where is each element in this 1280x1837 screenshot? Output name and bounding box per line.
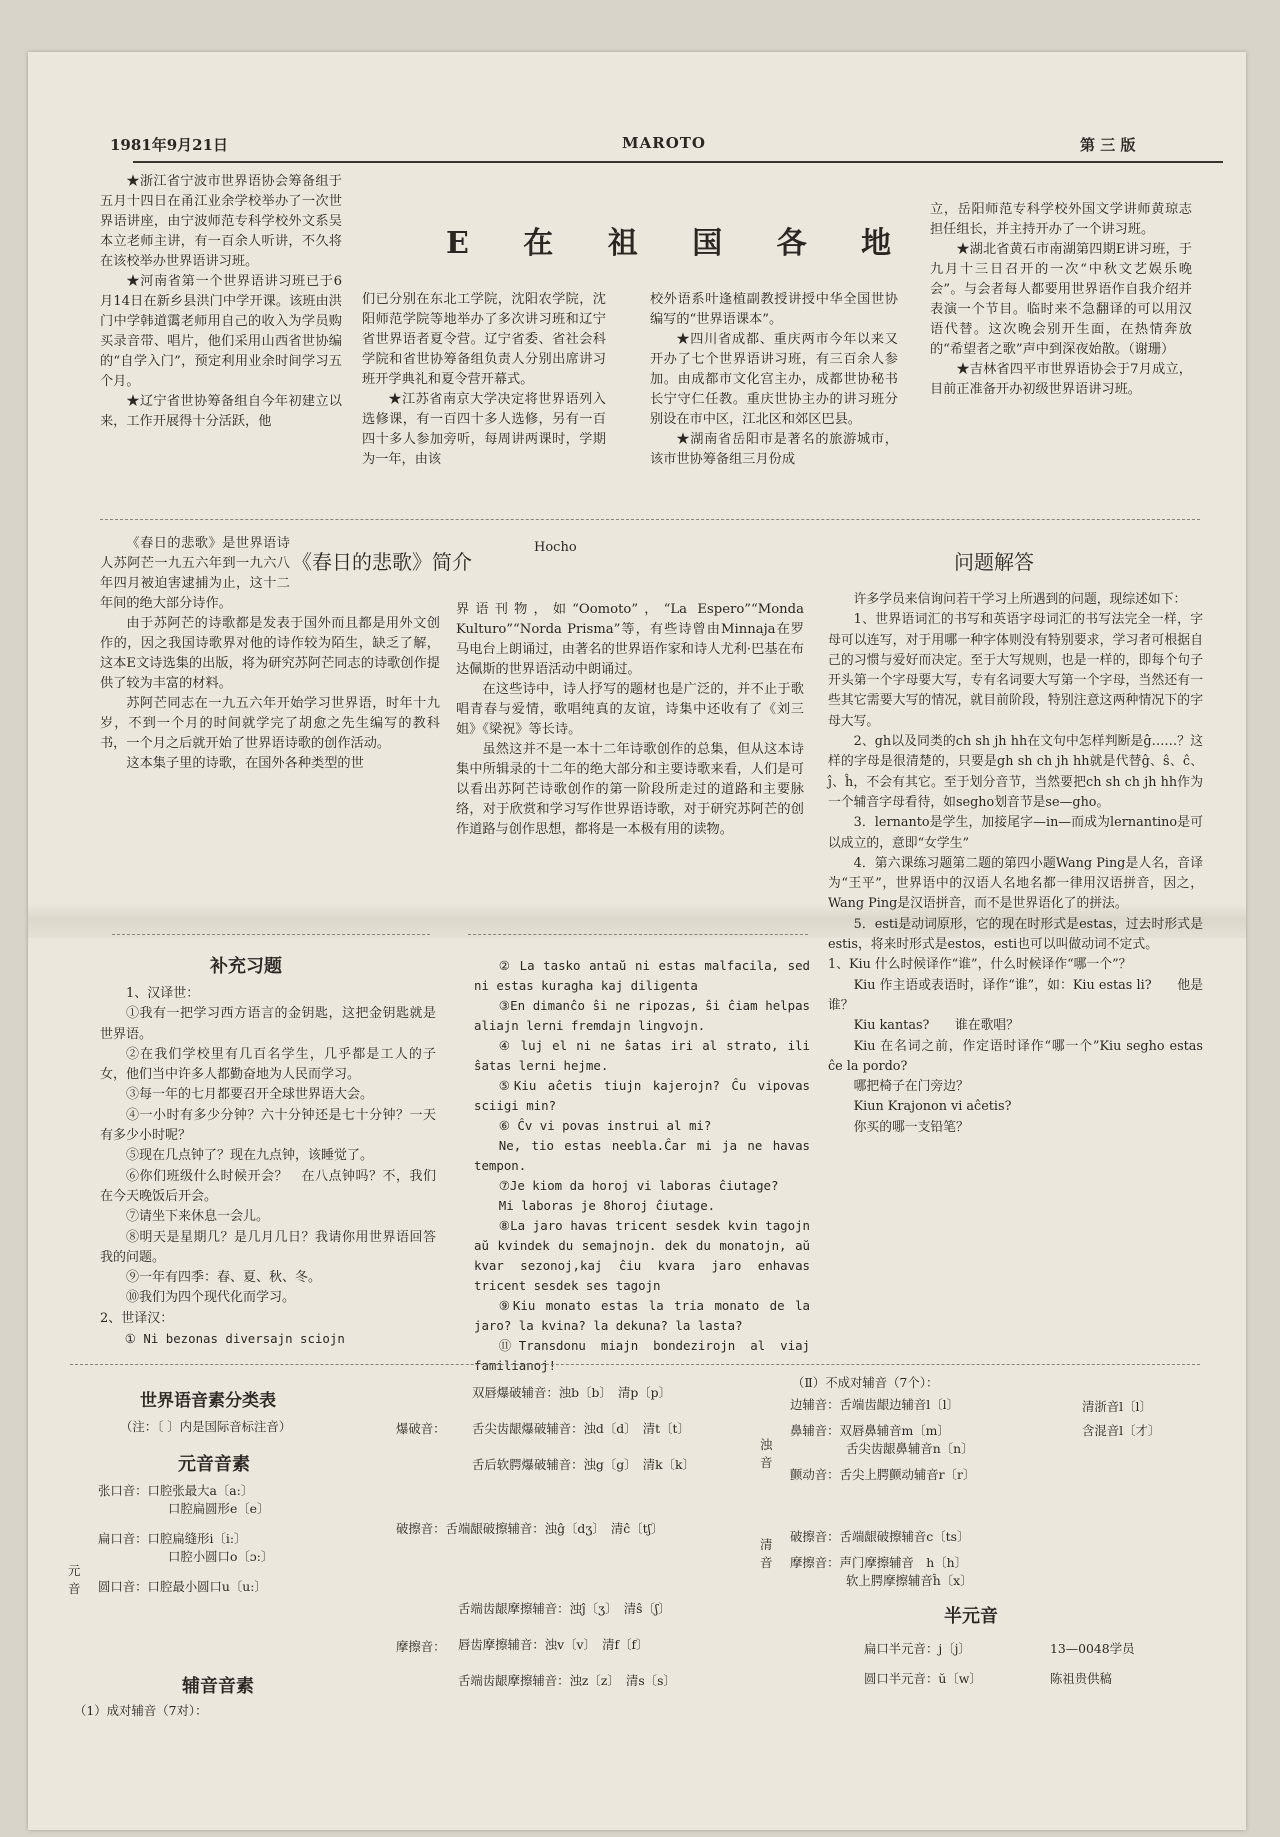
exercise-line: ⑧明天是星期几？是几月几日？我请你用世界语回答我的问题。 [100,1229,436,1265]
phoneme-table-title: 世界语音素分类表 [140,1391,276,1411]
qa-para: 许多学员来信询问若干学习上所遇到的问题，现综述如下： [853,592,1187,607]
qa-para: 4．第六课练习题第二题的第四小题Wang Ping是人名，音译为“王平”，世界语中的汉语人名地名都一律用汉语拼音，因之，Wang Ping是汉语拼音，而不是世界语化了的拼法。 [828,855,1203,912]
e-article-col-2 [362,290,606,470]
vowels-title: 元音音素 [178,1454,250,1475]
phoneme-note: （注：〔 〕内是国际音标注音） [120,1419,292,1434]
clear-line: 摩擦音：声门摩擦辅音 h〔h〕 [790,1555,968,1570]
affricate-line: 破擦音：舌端龈破擦辅音：浊ĝ〔dʒ〕 清ĉ〔tʃ〕 [396,1521,664,1536]
voiced-line: 鼻辅音：双唇鼻辅音m〔m〕 [790,1423,950,1438]
vowel-line: 张口音：口腔张最大a〔a:〕 [98,1483,254,1498]
e-para: 立，岳阳师范专科学校外国文学讲师黄琼志担任组长，并主持开办了一个讲习班。 [930,202,1192,237]
header-rule [133,161,1223,163]
fricative-label: 摩擦音： [396,1639,446,1654]
e-article-col-1 [100,172,342,432]
clear-lines [790,1528,972,1590]
exercise-line: ③En dimanĉo ŝi ne ripozas, ŝi ĉiam helpas aliajn lerni fremdajn lingvojn. [474,998,810,1033]
spring-para: 虽然这并不是一本十二年诗歌创作的总集，但从这本诗集中所辑录的十二年的绝大部分和主要诗歌来看，人们是可以看出苏阿芒诗歌创作的第一阶段所走过的道路和主要脉络，对于欣赏和学习写作世界语诗歌，对于研究苏阿芒的创作道路与创作思想，都将是一本极有用的读物。 [456,742,804,837]
exercise-line: 1、汉译世： [126,986,200,1001]
spring-para: 界语刊物，如“Oomoto”，“La Espero”“Monda Kulturo”“Norda Prisma”等，有些诗曾由Minnaja在罗马电台上朗诵过，由著名的世界语作家和诗人尤利·巴基在布达佩斯的世界语活动中朗诵过。 [456,602,804,677]
qa-para: 2、gh以及同类的ch sh jh hh在文句中怎样判断是ĝ……？这样的字母是很清楚的，只要是gh sh ch jh hh就是代替ĝ、ŝ、ĉ、ĵ、ĥ，不会有其它。至于划分音节，当然要把ch sh ch jh hh作为一个辅音字母看待，如segho划音节是se—gho。 [828,734,1203,810]
side-line: 清浙音l〔l〕 [1082,1399,1152,1414]
semivowel-line: 圆口半元音：ŭ〔w〕 [864,1671,982,1686]
exercise-line: ⑧La jaro havas tricent sesdek kvin tagojn aŭ kvindek du semajnojn. dek du monatojn, aŭ kvar sezonoj,kaj ĉiu kvara jaro enhavas tricent sesdek ses tagojn [474,1218,810,1293]
page-number: 第 三 版 [1080,136,1136,154]
vowel-line: 圆口音：口腔最小圆口u〔u:〕 [98,1579,267,1594]
fricative-line: 舌端齿龈摩擦辅音：浊z〔z〕 清s〔s〕 [458,1673,676,1688]
qa-para: 1、Kiu 什么时候译作“谁”，什么时候译作“哪一个”？ [828,957,1132,973]
exercises-col-2 [474,956,810,1376]
affricate-lines [396,1520,663,1538]
exercise-line: ④ luj el ni ne ŝatas iri al strato, ili ŝatas lerni hejme. [474,1038,810,1073]
semivowel-title: 半元音 [944,1606,998,1627]
spring-para: 在这些诗中，诗人抒写的题材也是广泛的，并不止于歌唱青春与爱情，歌唱纯真的友谊，诗集中还收有了《刘三姐》《梁祝》等长诗。 [456,682,804,737]
spring-col-2 [456,600,804,840]
clear-line: 破擦音：舌端龈破擦辅音c〔ts〕 [790,1529,970,1544]
exercise-line: Mi laboras je 8horoj ĉiutage. [498,1198,716,1213]
exercise-line: ② La tasko antaŭ ni estas malfacila, sed ni estas kuragha kaj diligenta [474,958,810,993]
vowel-line: 口腔小圆口o〔ɔ:〕 [168,1549,274,1564]
fricative-line: 唇齿摩擦辅音：浊v〔v〕 清f〔f〕 [458,1637,649,1652]
side-lines [1082,1398,1160,1440]
clear-line: 软上腭摩擦辅音ĥ〔x〕 [846,1573,973,1588]
divider [100,519,1200,520]
spring-col-1 [100,534,440,774]
e-article-title: E 在 祖 国 各 地 [446,226,914,261]
qa-para: Kiun Krajonon vi aĉetis? [853,1099,1012,1115]
exercise-line: 2、世译汉： [100,1310,174,1326]
spring-para: 这本集子里的诗歌，在国外各种类型的世 [126,756,364,771]
exercise-line: ⑩我们为四个现代化而学习。 [126,1290,296,1306]
qa-para: Kiu 作主语或表语时，译作“谁”，如：Kiu estas li? 他是谁？ [828,977,1203,1013]
voiced-line: 舌尖齿龈鼻辅音n〔n〕 [846,1441,974,1456]
exercise-line: ⑤现在几点钟了？现在九点钟，该睡觉了。 [126,1148,374,1164]
plosive-line: 舌尖齿龈爆破辅音：浊d〔d〕 清t〔t〕 [472,1421,690,1436]
exercise-line: ⑥ Ĉv vi povas instrui al mi? [498,1118,712,1133]
vowel-line: 扁口音：口腔扁缝形i〔i:〕 [98,1531,247,1546]
e-para: ★湖北省黄石市南湖第四期E讲习班，于九月十三日召开的一次“中秋文艺娱乐晚会”。与会者每人都要用世界语作自我介绍并表演一个节目。临时来不急翻译的可以用汉语代替。这次晚会别开生面，在热情奔放的“希望者之歌”声中到深夜始散。（谢珊） [930,242,1192,357]
exercise-line: ③每一年的七月都要召开全球世界语大会。 [126,1087,374,1103]
qa-para: 你买的哪一支铅笔？ [853,1119,969,1135]
qa-para: 5．esti是动词原形，它的现在时形式是estas，过去时形式是estis，将来时形式是estos，esti也可以叫做动词不定式。 [828,916,1203,953]
qa-body [828,590,1203,1138]
consonants-title: 辅音音素 [182,1676,254,1697]
qa-para: Kiu kantas? 谁在歌唱？ [853,1018,1019,1034]
plosive-line: 舌后软腭爆破辅音：浊g〔g〕 清k〔k〕 [472,1457,695,1472]
e-para: ★辽宁省世协筹备组自今年初建立以来，工作开展得十分活跃，他 [100,394,342,429]
voiced-lines [790,1396,975,1484]
newspaper-page [28,52,1246,1830]
issue-date: 1981年9月21日 [110,136,229,154]
exercise-line: ①我有一把学习西方语言的金钥匙，这把金钥匙就是世界语。 [100,1006,436,1042]
masthead: MAROTO [622,134,707,152]
exercise-line: ②在我们学校里有几百名学生，几乎都是工人的子女，他们当中许多人都勤奋地为人民而学习。 [100,1046,436,1083]
spring-para: 《春日的悲歌》是世界语诗人苏阿芒一九五六年到一九六八年四月被迫害逮捕为止，这十二年间的绝大部分诗作。 [100,536,290,611]
exercise-line: ⑥你们班级什么时候开会？ 在八点钟吗？不，我们在今天晚饭后开会。 [100,1168,436,1204]
exercise-line: ⑨一年有四季：春、夏、秋、冬。 [126,1270,322,1286]
exercise-line: ⑦请坐下来休息一会儿。 [126,1209,270,1225]
exercise-line: ⑦Je kiom da horoj vi laboras ĉiutage? [498,1178,779,1193]
e-para: ★吉林省四平市世界语协会于7月成立，目前正准备开办初级世界语讲习班。 [930,362,1192,397]
e-article-col-3 [650,290,898,470]
semivowel-lines [864,1640,982,1688]
credit-line: 13—0048学员 [1050,1641,1135,1656]
e-para: ★浙江省宁波市世界语协会筹备组于五月十四日在甬江业余学校举办了一次世界语讲座，由宁波师范专科学校外文系吴本立老师主讲，有一百余人听讲，不久将在该校举办世界语讲习班。 [100,174,342,269]
vowel-side-label: 元音 [68,1563,81,1596]
spring-para: 由于苏阿芒的诗歌都是发表于国外而且都是用外文创作的，因之我国诗歌界对他的诗作较为陌生，缺乏了解，这本E文诗选集的出版，将为研究苏阿芒同志的诗歌创作提供了较为丰富的材料。 [100,616,440,691]
e-article-col-4 [930,200,1192,400]
exercise-line: ⑪Transdonu miajn bondezirojn al viaj familianoj! [474,1338,810,1373]
spring-article-author: Hocho [534,540,577,555]
credit-lines [1050,1640,1134,1688]
exercise-line: ⑨Kiu monato estas la tria monato de la jaro? la kvina? la dekuna? la lasta? [474,1298,810,1333]
exercises-title: 补充习题 [210,956,282,977]
e-para: ★河南省第一个世界语讲习班已于6月14日在新乡县洪门中学开课。该班由洪门中学韩道霭老师用自己的收入为学员购买录音带、唱片，他们采用山西省世协编的“自学入门”，预定利用业余时间学习五个月。 [100,274,342,389]
divider [468,934,808,935]
e-para: 们已分别在东北工学院，沈阳农学院，沈阳师范学院等地举办了多次讲习班和辽宁省世界语者夏令营。辽宁省委、省社会科学院和省世协筹备组负责人分别出席讲习班开学典礼和夏令营开幕式。 [362,292,606,387]
vowel-lines [98,1482,273,1596]
semivowel-line: 扁口半元音：j〔j〕 [864,1641,971,1656]
side-line: 含混音l〔才〕 [1082,1423,1161,1438]
exercises-col-1 [100,984,436,1349]
exercise-line: ④一小时有多少分钟？六十分钟还是七十分钟？一天有多少小时呢？ [100,1107,436,1144]
exercise-line: ① Ni bezonas diversajn sciojn [124,1331,345,1347]
e-para: ★湖南省岳阳市是著名的旅游城市，该市世协筹备组三月份成 [650,432,898,467]
voiced-line: 颤动音：舌尖上腭颤动辅音r〔r〕 [790,1467,976,1482]
divider [112,934,430,935]
paired-consonants-note: （1）成对辅音（7对）： [74,1703,208,1718]
voiced-line: 边辅音：舌端齿龈边辅音l〔l〕 [790,1397,960,1412]
unpaired-consonants-note: （Ⅱ）不成对辅音（7个）： [792,1375,939,1390]
plosive-label: 爆破音： [396,1421,446,1436]
credit-line: 陈祖贵供稿 [1050,1671,1112,1686]
plosive-line: 双唇爆破辅音：浊b〔b〕 清p〔p〕 [472,1385,671,1400]
exercise-line: ⑤Kiu aĉetis tiujn kajerojn? Ĉu vipovas sciigi min? [474,1078,810,1113]
spring-para: 苏阿芒同志在一九五六年开始学习世界语，时年十九岁，不到一个月的时间就学完了胡愈之先生编写的教科书，一个月之后就开始了世界语诗歌的创作活动。 [100,696,440,751]
qa-para: Kiu 在名词之前，作定语时译作“哪一个”Kiu segho estas ĉe la pordo? [828,1038,1203,1074]
qa-para: 1、世界语词汇的书写和英语字母词汇的书写法完全一样，字母可以连写，对于用哪一种字体则没有特别要求，学习者可根据自己的习惯与爱好而决定。至于大写规则，也是一样的，即每个句子开头第一个字母要大写，专有名词要大写第一个字母，当然还有一些其它需要大写的情况，就目前阶段，特别注意这两种情况下的字母大写。 [828,612,1203,729]
fricative-line: 舌端齿龈摩擦辅音：浊ĵ〔ʒ〕 清ŝ〔ʃ〕 [458,1601,671,1616]
qa-title: 问题解答 [954,550,1034,574]
fricative-lines [458,1600,676,1690]
e-para: 校外语系叶逢植副教授讲授中华全国世协编写的“世界语课本”。 [650,292,898,327]
e-para: ★四川省成都、重庆两市今年以来又开办了七个世界语讲习班，有三百余人参加。由成都市文化宫主办，成都世协秘书长宁守仁任教。重庆世协主办的讲习班分别设在市中区，江北区和郊区巴县。 [650,332,898,427]
spring-article-title: 《春日的悲歌》简介 [292,550,472,574]
divider [70,1364,1200,1365]
qa-para: 3．lernanto是学生，加接尾字—in—而成为lernantino是可以成立的，意即“女学生” [828,815,1203,851]
clear-label: 清音 [760,1537,773,1570]
exercise-line: Ne, tio estas neebla.Ĉar mi ja ne havas tempon. [474,1138,810,1173]
plosive-lines [472,1384,695,1474]
e-para: ★江苏省南京大学决定将世界语列入选修课，有一百四十多人选修，另有一百四十多人参加旁听，每周讲两课时，学期为一年，由该 [362,392,606,467]
vowel-line: 口腔扁圆形e〔e〕 [168,1501,270,1516]
qa-para: 哪把椅子在门旁边？ [853,1079,969,1095]
voiced-label: 浊音 [760,1437,773,1470]
